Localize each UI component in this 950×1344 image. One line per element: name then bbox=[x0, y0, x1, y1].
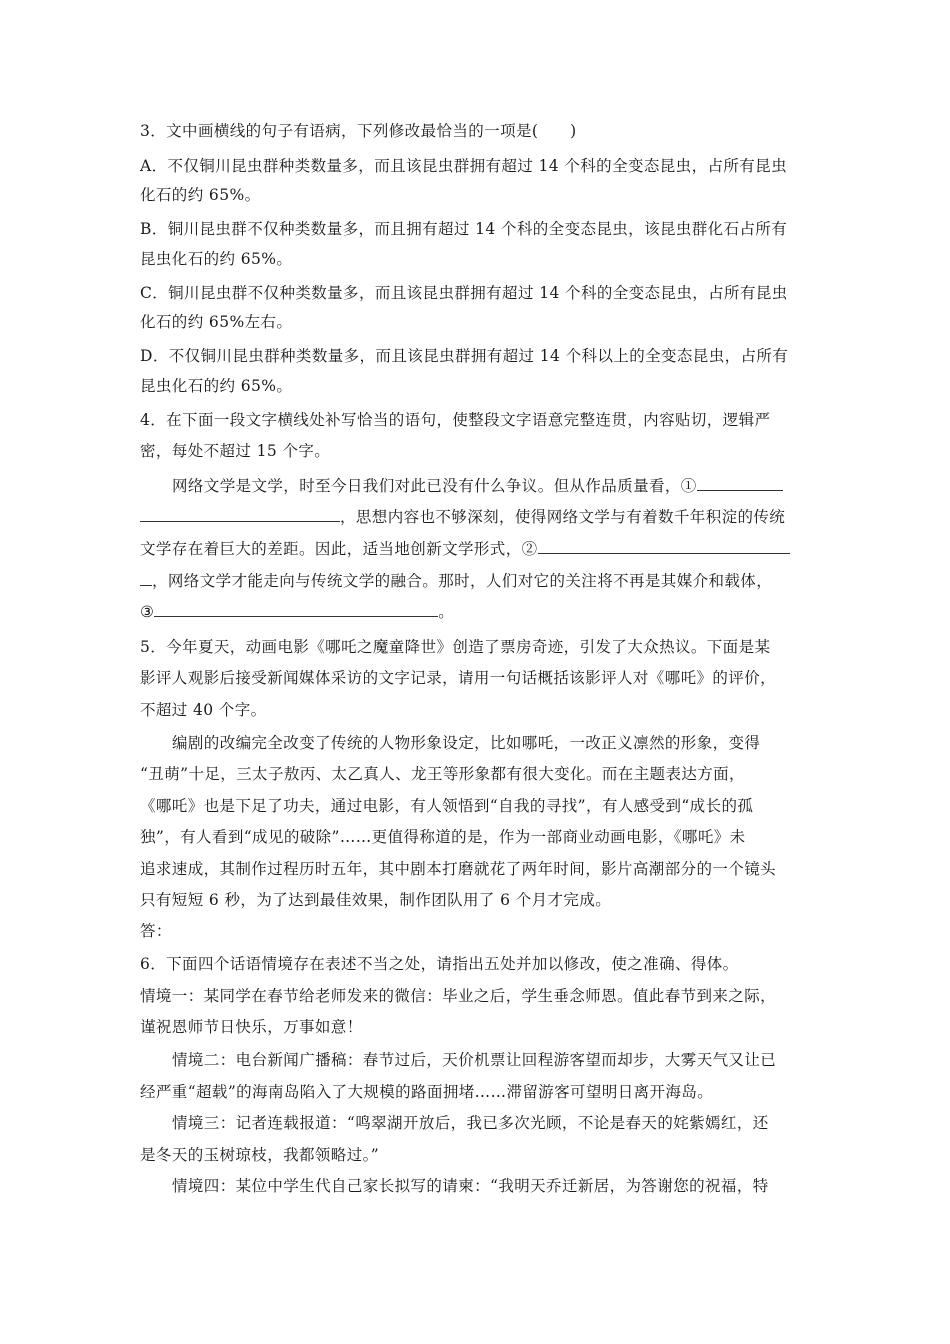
answer-label: 答： bbox=[140, 922, 172, 940]
passage-4-text-2: ，思想内容也不够深刻，使得网络文学与有着数千年积淀的传统 bbox=[340, 508, 786, 526]
option-d-line-1: D．不仅铜川昆虫群种类数量多，而且该昆虫群拥有超过 14 个科以上的全变态昆虫，占所有 bbox=[140, 347, 789, 365]
answer-blank-1[interactable] bbox=[697, 475, 783, 491]
question-4-stem-line-1: 4．在下面一段文字横线处补写恰当的语句，使整段文字语意完整连贯，内容贴切，逻辑严 bbox=[140, 411, 771, 429]
option-a-line-1: A．不仅铜川昆虫群种类数量多，而且该昆虫群拥有超过 14 个科的全变态昆虫，占所有昆虫 bbox=[140, 157, 787, 175]
passage-5-line-2: “丑萌”十足，三太子敖丙、太乙真人、龙王等形象都有很大变化。而在主题表达方面， bbox=[140, 765, 745, 783]
question-5-stem-line-3: 不超过 40 个字。 bbox=[140, 701, 267, 719]
scenario-4-line-1: 情境四：某位中学生代自己家长拟写的请柬：“我明天乔迁新居，为答谢您的祝福，特 bbox=[172, 1177, 769, 1195]
scenario-2-line-2: 经严重“超载”的海南岛陷入了大规模的路面拥堵……滞留游客可望明日离开海岛。 bbox=[140, 1083, 714, 1101]
passage-5-line-4: 独”，有人看到“成见的破除”……更值得称道的是，作为一部商业动画电影，《哪吒》未 bbox=[140, 828, 746, 846]
passage-4-text-3: 文学存在着巨大的差距。因此，适当地创新文学形式，② bbox=[140, 540, 538, 558]
passage-5-line-1: 编剧的改编完全改变了传统的人物形象设定，比如哪吒，一改正义凛然的形象，变得 bbox=[172, 734, 761, 752]
question-4-stem-line-2: 密，每处不超过 15 个字。 bbox=[140, 442, 331, 460]
scenario-1-line-1: 情境一：某同学在春节给老师发来的微信：毕业之后，学生垂念师恩。值此春节到来之际， bbox=[140, 987, 777, 1005]
passage-4-line-5 bbox=[140, 601, 812, 623]
option-b-line-2: 昆虫化石的约 65%。 bbox=[140, 250, 293, 268]
passage-4-line-1 bbox=[172, 475, 812, 497]
option-d-line-2: 昆虫化石的约 65%。 bbox=[140, 377, 293, 395]
circled-3: ③ bbox=[140, 603, 155, 621]
answer-blank-1-cont[interactable] bbox=[140, 506, 340, 522]
answer-blank-2-cont[interactable] bbox=[140, 570, 152, 586]
scenario-3-line-1: 情境三：记者连载报道：“鸣翠湖开放后，我已多次光顾，不论是春天的姹紫嫣红，还 bbox=[172, 1114, 769, 1132]
passage-4-line-4 bbox=[140, 570, 812, 592]
scenario-1-line-2: 谨祝恩师节日快乐，万事如意！ bbox=[140, 1018, 363, 1036]
question-6-stem: 6．下面四个话语情境存在表述不当之处，请指出五处并加以修改，使之准确、得体。 bbox=[140, 955, 739, 973]
answer-blank-2[interactable] bbox=[538, 538, 790, 554]
scenario-2-line-1: 情境二：电台新闻广播稿：春节过后，天价机票让回程游客望而却步，大雾天气又让已 bbox=[172, 1051, 777, 1069]
passage-4-line-3 bbox=[140, 538, 812, 560]
answer-blank-3[interactable] bbox=[154, 601, 438, 617]
passage-4-line-2 bbox=[140, 506, 812, 528]
question-5-stem-line-1: 5．今年夏天，动画电影《哪吒之魔童降世》创造了票房奇迹，引发了大众热议。下面是某 bbox=[140, 638, 771, 656]
option-b-line-1: B．铜川昆虫群不仅种类数量多，而且拥有超过 14 个科的全变态昆虫，该昆虫群化石占所有 bbox=[140, 220, 788, 238]
passage-4-end: 。 bbox=[438, 603, 455, 621]
passage-4-text-1: 网络文学是文学，时至今日我们对此已没有什么争议。但从作品质量看，① bbox=[172, 477, 697, 495]
option-c-line-2: 化石的约 65%左右。 bbox=[140, 313, 293, 331]
passage-5-line-6: 只有短短 6 秒，为了达到最佳效果，制作团队用了 6 个月才完成。 bbox=[140, 891, 612, 909]
option-a-line-2: 化石的约 65%。 bbox=[140, 186, 261, 204]
scenario-3-line-2: 是冬天的玉树琼枝，我都领略过。” bbox=[140, 1146, 380, 1164]
question-3-stem: 3．文中画横线的句子有语病，下列修改最恰当的一项是( ) bbox=[140, 122, 577, 140]
passage-4-text-4: ，网络文学才能走向与传统文学的融合。那时，人们对它的关注将不再是其媒介和载体， bbox=[152, 572, 773, 590]
question-5-stem-line-2: 影评人观影后接受新闻媒体采访的文字记录，请用一句话概括该影评人对《哪吒》的评价， bbox=[140, 669, 777, 687]
passage-5-line-3: 《哪吒》也是下足了功夫，通过电影，有人领悟到“自我的寻找”，有人感受到“成长的孤 bbox=[140, 797, 754, 815]
option-c-line-1: C．铜川昆虫群不仅种类数量多，而且该昆虫群拥有超过 14 个科的全变态昆虫，占所有昆虫 bbox=[140, 284, 788, 302]
passage-5-line-5: 追求速成，其制作过程历时五年，其中剧本打磨就花了两年时间，影片高潮部分的一个镜头 bbox=[140, 860, 777, 878]
